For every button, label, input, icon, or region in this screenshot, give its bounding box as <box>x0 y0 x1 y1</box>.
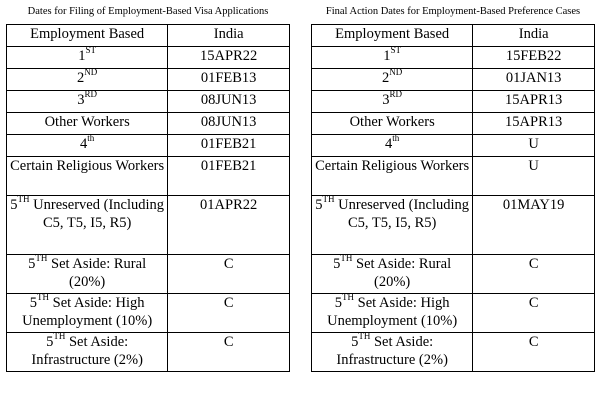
row-date-value: 15APR13 <box>473 91 595 113</box>
row-date-value: 01APR22 <box>168 196 290 255</box>
row-category <box>312 69 473 91</box>
table-row <box>7 294 290 333</box>
table-row <box>312 113 595 135</box>
category-text-rest: Set Aside: Rural (20%) <box>47 256 147 290</box>
category-text-rest: Set Aside: Infrastructure (2%) <box>31 334 143 368</box>
filing-dates-body <box>7 47 290 372</box>
row-date-value: C <box>168 255 290 294</box>
ordinal-suffix: ST <box>85 46 97 56</box>
category-text-rest: Set Aside: High Unemployment (10%) <box>22 295 153 329</box>
row-date-value: 01FEB21 <box>168 157 290 196</box>
row-category <box>312 91 473 113</box>
filing-dates-table <box>6 24 290 372</box>
category-text: Other Workers <box>349 114 435 130</box>
row-date-value: 08JUN13 <box>168 113 290 135</box>
ordinal-suffix: ND <box>389 68 403 78</box>
table-row <box>7 157 290 196</box>
ordinal-suffix: TH <box>37 293 50 303</box>
table-row <box>7 113 290 135</box>
table-row <box>312 294 595 333</box>
table-row <box>312 157 595 196</box>
table-header-row <box>312 25 595 47</box>
final-action-dates-caption: Final Action Dates for Employment-Based Preference Cases <box>325 6 581 17</box>
ordinal-suffix: th <box>87 134 95 144</box>
row-date-value: C <box>168 294 290 333</box>
category-text: 3 <box>77 92 85 108</box>
row-category <box>7 294 168 333</box>
row-date-value: 08JUN13 <box>168 91 290 113</box>
row-date-value: 01FEB13 <box>168 69 290 91</box>
table-row <box>312 91 595 113</box>
ordinal-suffix: TH <box>340 254 353 264</box>
column-header-country: India <box>168 25 290 47</box>
row-category <box>7 47 168 69</box>
row-date-value: U <box>473 135 595 157</box>
row-category <box>312 157 473 196</box>
category-text: 5 <box>29 295 38 311</box>
table-row <box>312 47 595 69</box>
category-text: 1 <box>383 48 391 64</box>
filing-dates-caption: Dates for Filing of Employment-Based Visa Applications <box>27 6 269 17</box>
row-category <box>7 91 168 113</box>
row-category <box>312 294 473 333</box>
category-text: Certain Religious Workers <box>10 158 165 174</box>
ordinal-suffix: TH <box>322 195 335 205</box>
row-date-value: 01JAN13 <box>473 69 595 91</box>
category-text: 5 <box>333 256 341 272</box>
row-date-value: U <box>473 157 595 196</box>
ordinal-suffix: TH <box>342 293 355 303</box>
category-text-rest: Unreserved (Including C5, T5, I5, R5) <box>29 197 165 231</box>
category-text: 5 <box>46 334 54 350</box>
table-row <box>7 196 290 255</box>
category-text: 1 <box>78 48 86 64</box>
category-text: 5 <box>351 334 359 350</box>
category-text: Certain Religious Workers <box>315 158 470 174</box>
category-text: 5 <box>334 295 343 311</box>
ordinal-suffix: RD <box>389 90 403 100</box>
category-text: 3 <box>382 92 390 108</box>
row-category <box>7 255 168 294</box>
column-header-category: Employment Based <box>7 25 168 47</box>
column-header-country: India <box>473 25 595 47</box>
row-date-value: C <box>473 333 595 372</box>
ordinal-suffix: TH <box>53 332 66 342</box>
row-date-value: C <box>168 333 290 372</box>
row-category <box>7 113 168 135</box>
final-action-dates-body <box>312 47 595 372</box>
category-text-rest: Unreserved (Including C5, T5, I5, R5) <box>334 197 470 231</box>
category-text: 2 <box>382 70 390 86</box>
category-text-rest: Set Aside: Rural (20%) <box>352 256 452 290</box>
category-text: 2 <box>77 70 85 86</box>
table-row <box>7 69 290 91</box>
row-date-value: 15FEB22 <box>473 47 595 69</box>
row-category <box>312 113 473 135</box>
table-row <box>7 135 290 157</box>
table-row <box>7 47 290 69</box>
table-row <box>312 135 595 157</box>
row-category <box>7 69 168 91</box>
category-text: 5 <box>28 256 36 272</box>
row-category <box>7 333 168 372</box>
final-action-dates-panel <box>311 0 595 372</box>
row-date-value: 01MAY19 <box>473 196 595 255</box>
row-category <box>312 196 473 255</box>
category-text-rest: Set Aside: Infrastructure (2%) <box>336 334 448 368</box>
ordinal-suffix: ST <box>390 46 402 56</box>
final-action-dates-table <box>311 24 595 372</box>
row-date-value: 15APR13 <box>473 113 595 135</box>
ordinal-suffix: TH <box>35 254 48 264</box>
row-category <box>312 47 473 69</box>
ordinal-suffix: TH <box>358 332 371 342</box>
category-text: Other Workers <box>44 114 130 130</box>
table-header-row <box>7 25 290 47</box>
ordinal-suffix: ND <box>84 68 98 78</box>
row-category <box>7 135 168 157</box>
table-row <box>312 69 595 91</box>
row-category <box>312 135 473 157</box>
row-category <box>7 157 168 196</box>
category-text: 4 <box>80 136 88 152</box>
table-row <box>7 255 290 294</box>
category-text: 5 <box>10 197 18 213</box>
ordinal-suffix: TH <box>17 195 30 205</box>
row-date-value: 15APR22 <box>168 47 290 69</box>
table-row <box>312 255 595 294</box>
category-text-rest: Set Aside: High Unemployment (10%) <box>327 295 458 329</box>
column-header-category: Employment Based <box>312 25 473 47</box>
table-row <box>312 196 595 255</box>
table-row <box>312 333 595 372</box>
filing-dates-panel <box>6 0 290 372</box>
category-text: 5 <box>315 197 323 213</box>
table-row <box>7 333 290 372</box>
ordinal-suffix: th <box>392 134 400 144</box>
row-date-value: C <box>473 255 595 294</box>
category-text: 4 <box>385 136 393 152</box>
row-date-value: 01FEB21 <box>168 135 290 157</box>
row-date-value: C <box>473 294 595 333</box>
row-category <box>312 333 473 372</box>
row-category <box>312 255 473 294</box>
table-row <box>7 91 290 113</box>
ordinal-suffix: RD <box>84 90 98 100</box>
row-category <box>7 196 168 255</box>
